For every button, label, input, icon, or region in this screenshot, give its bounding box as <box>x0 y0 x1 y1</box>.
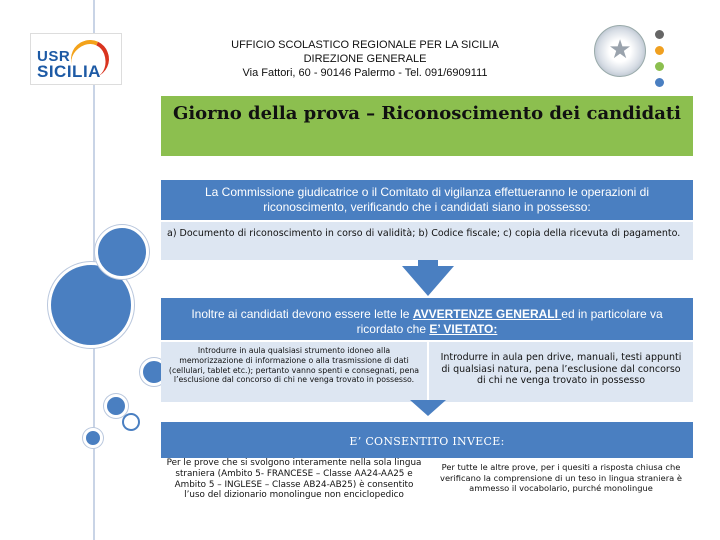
mini-logo-item <box>655 28 715 44</box>
monolingual-vocabulary-text: Per tutte le altre prove, per i quesiti a risposta chiusa che verificano la comprensione di un teso in lingua straniera è ammesso il vocabolario, purché monolingue <box>440 462 682 493</box>
e-vietato-link[interactable]: E’ VIETATO: <box>429 322 498 336</box>
required-documents-text: a) Documento di riconoscimento in corso di validità; b) Codice fiscale; c) copia della ricevuta di pagamento. <box>167 228 681 239</box>
slide-title: Giorno della prova – Riconoscimento dei candidati <box>161 96 693 156</box>
forbidden-materials-text: Introdurre in aula pen drive, manuali, testi appunti di qualsiasi natura, pena l’esclusione dal concorso di chi ne venga trovato in possesso <box>440 352 682 386</box>
allowed-banner: E’ CONSENTITO INVECE: <box>161 422 693 458</box>
office-header <box>210 38 520 80</box>
logo-usr-text: USR <box>37 48 71 65</box>
usr-sicilia-logo <box>30 33 122 85</box>
mini-dot-icon <box>655 46 664 55</box>
monolingual-vocabulary-panel <box>429 458 693 510</box>
mini-logo-item <box>655 60 715 76</box>
warnings-banner-prefix: Inoltre ai candidati devono essere lette le <box>191 307 413 321</box>
required-documents-panel <box>161 222 693 260</box>
decor-circle-medium <box>95 225 149 279</box>
mini-dot-icon <box>655 78 664 87</box>
warnings-banner <box>161 298 693 340</box>
star-icon: ★ <box>608 34 632 64</box>
emblem-icon <box>594 25 646 77</box>
mini-logo-item <box>655 44 715 60</box>
decor-ring <box>122 413 140 431</box>
forbidden-devices-text: Introdurre in aula qualsiasi strumento idoneo alla memorizzazione di informazione o alla trasmissione di dati (cellulari, tablet etc.); pertanto vanno spenti e consegnati, pena l’esclusione dal concorso di chi ne venga trovato in possesso. <box>168 346 420 385</box>
forbidden-materials-panel <box>429 342 693 402</box>
decor-circle-tiny <box>83 428 103 448</box>
warnings-banner-middle: ed in particolare va ricordato che <box>356 307 663 336</box>
header-line-2: DIREZIONE GENERALE <box>303 53 427 65</box>
mini-dot-icon <box>655 30 664 39</box>
mini-dot-icon <box>655 62 664 71</box>
down-arrow-icon <box>402 266 454 296</box>
down-arrow-icon <box>410 400 446 416</box>
ministry-logo-list <box>655 28 715 92</box>
avvertenze-generali-link[interactable]: AVVERTENZE GENERALI <box>412 307 562 321</box>
header-line-1: UFFICIO SCOLASTICO REGIONALE PER LA SICILIA <box>231 39 499 51</box>
forbidden-devices-panel <box>161 342 427 402</box>
logo-sicilia-text: SICILIA <box>37 62 101 81</box>
foreign-language-dictionary-text: Per le prove che si svolgono interamente nella sola lingua straniera (Ambito 5- FRANCESE – Classe AA24-AA25 e Ambito 5 – INGLESE – Classe AB24-AB25) è consentito l’uso del dizionario monolingue non enciclopedico <box>166 458 422 501</box>
foreign-language-dictionary-panel <box>161 458 427 510</box>
commission-banner: La Commissione giudicatrice o il Comitato di vigilanza effettueranno le operazioni di riconoscimento, verificando che i candidati siano in possesso: <box>161 180 693 220</box>
header-line-3: Via Fattori, 60 - 90146 Palermo - Tel. 091/6909111 <box>242 67 488 79</box>
mini-logo-item <box>655 76 715 92</box>
